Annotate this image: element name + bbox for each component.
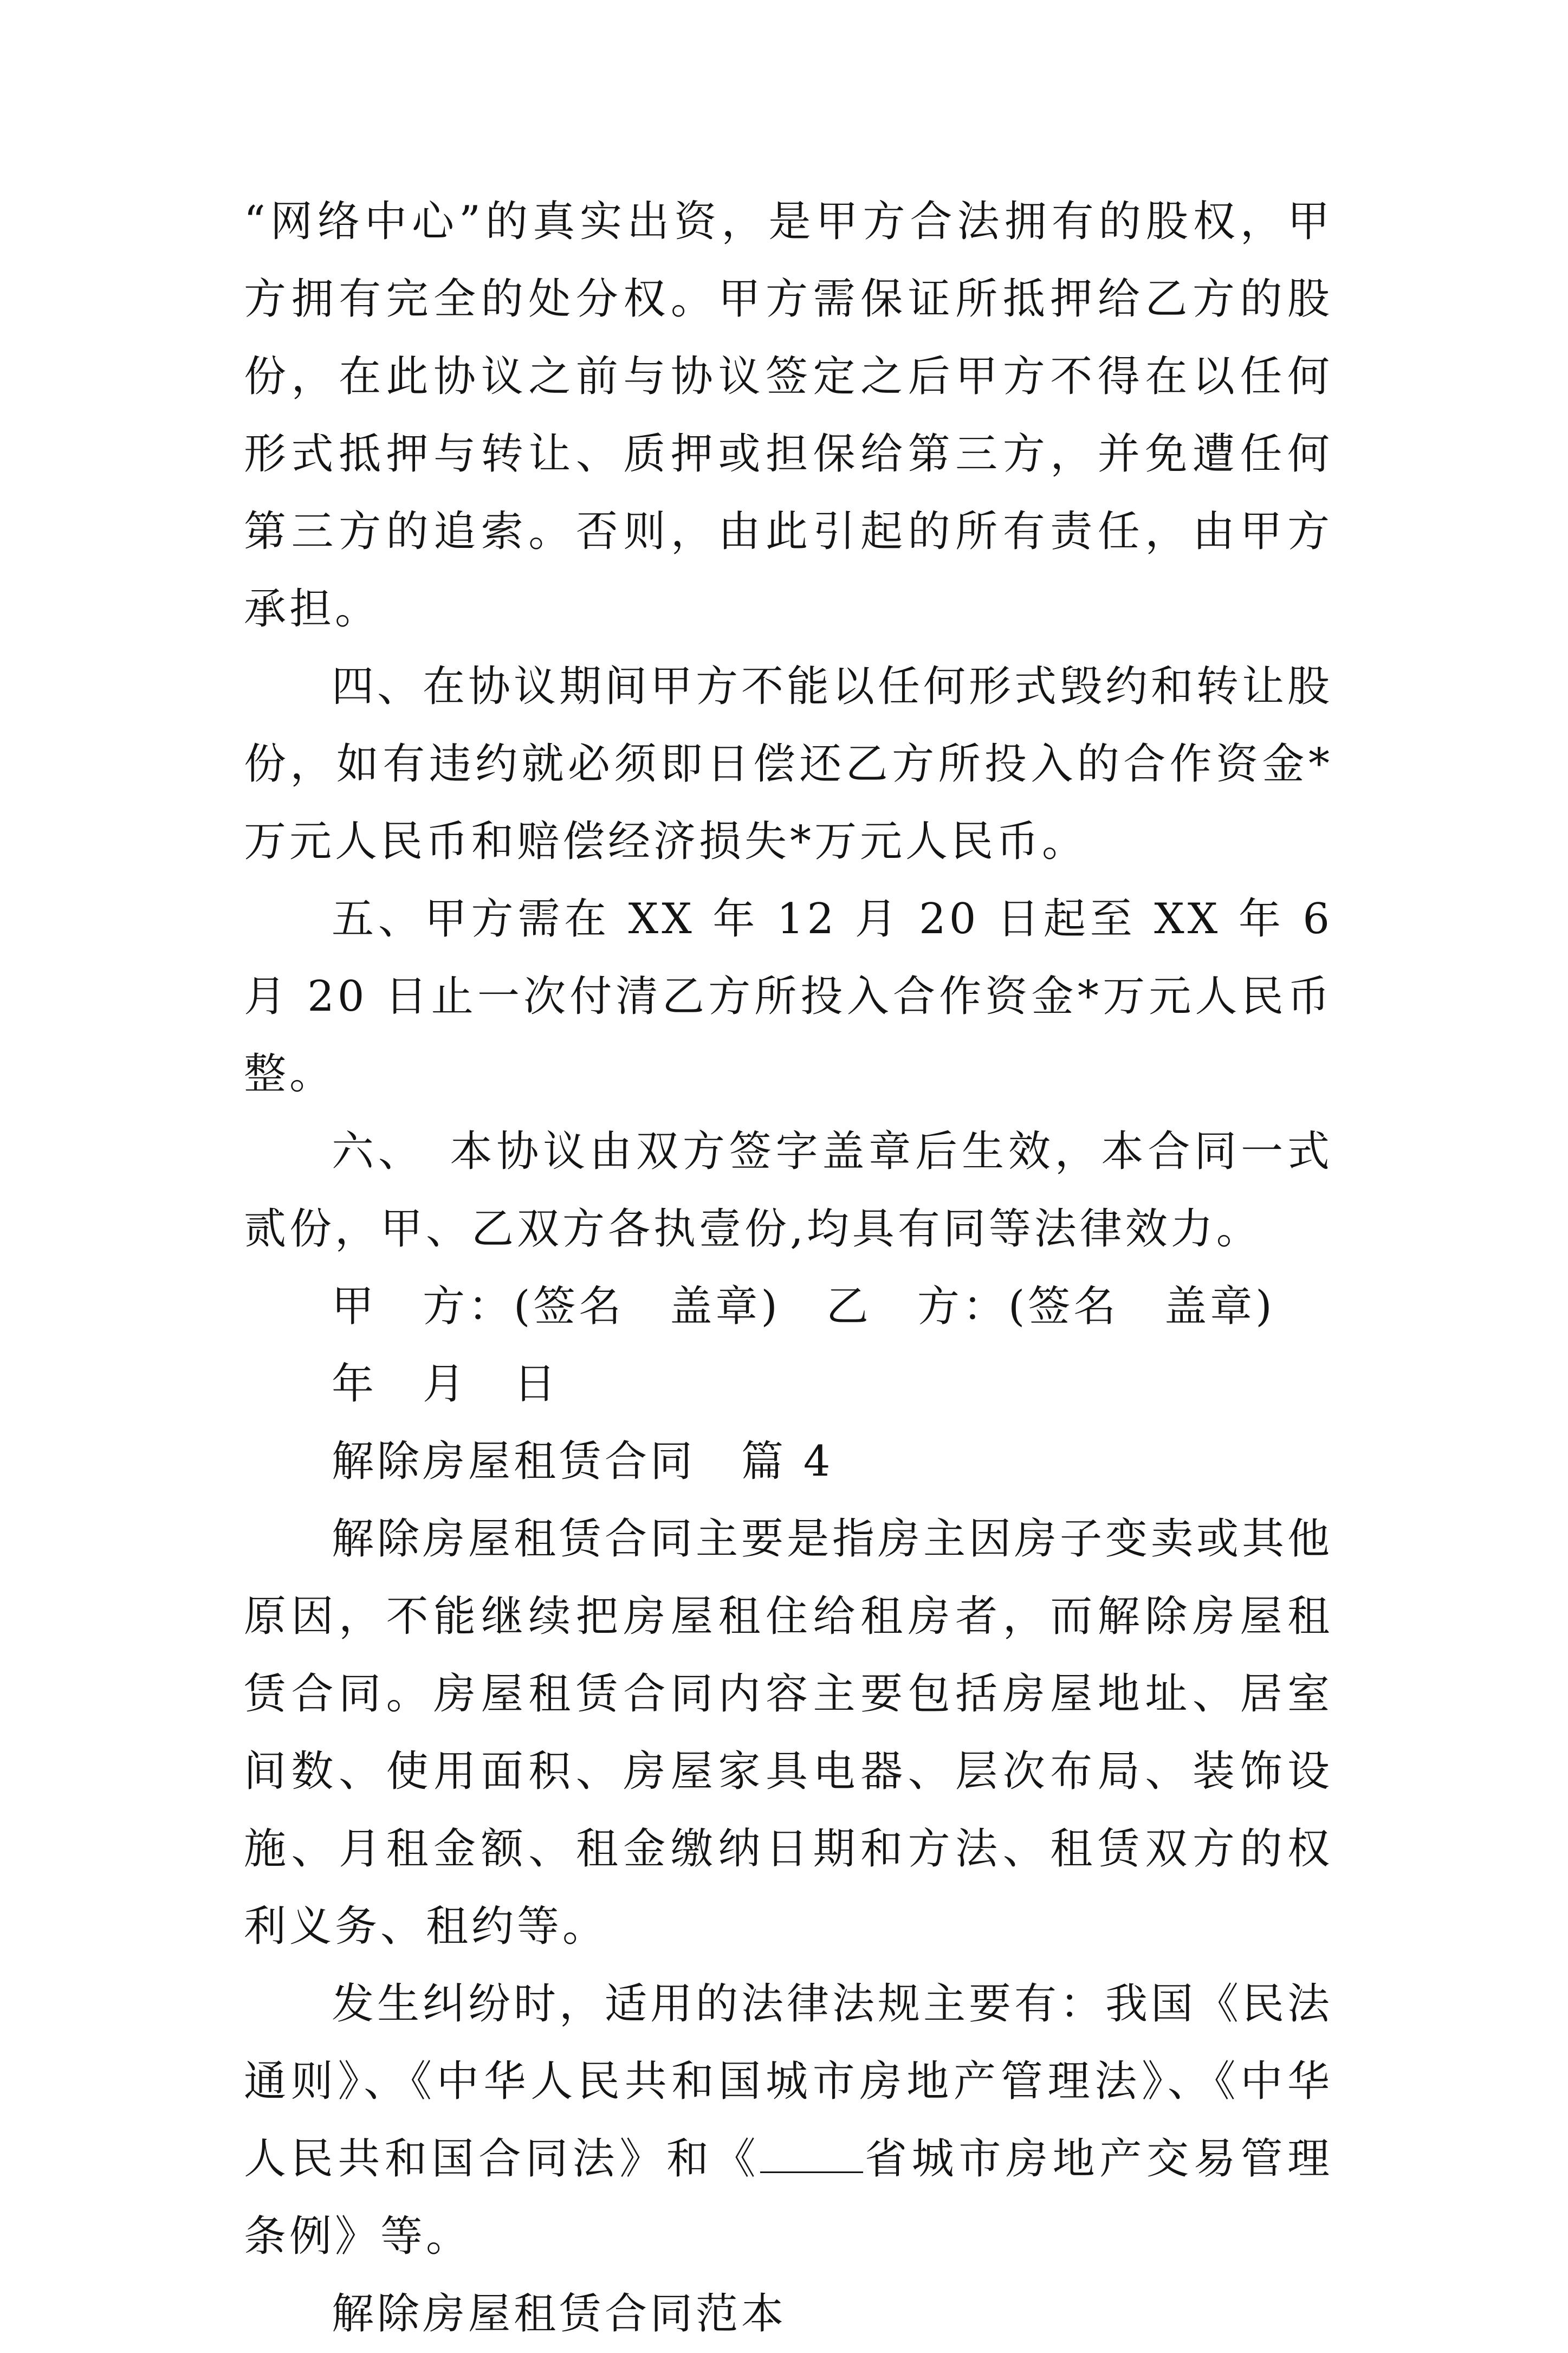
paragraph-equity-warranty: “网络中心”的真实出资，是甲方合法拥有的股权，甲方拥有完全的处分权。甲方需保证所抵押给乙方的股份，在此协议之前与协议签定之后甲方不得在以任何形式抵押与转让、质押或担保给第三方，并免遭任何第三方的追索。否则，由此引起的所有责任，由甲方承担。	[244, 197, 1333, 634]
applicable-laws-text: 发生纠纷时，适用的法律法规主要有：我国《民法通则》、《中华人民共和国城市房地产管理法》、《中华人民共和国合同法》和《	[244, 1980, 1333, 2183]
paragraph-clause-four: 四、在协议期间甲方不能以任何形式毁约和转让股份，如有违约就必须即日偿还乙方所投入的合作资金*万元人民币和赔偿经济损失*万元人民币。	[244, 662, 1333, 866]
paragraph-template-title: 解除房屋租赁合同范本	[332, 2290, 787, 2338]
paragraph-clause-six: 六、 本协议由双方签字盖章后生效，本合同一式贰份，甲、乙双方各执壹份,均具有同等法律效力。	[244, 1127, 1333, 1253]
paragraph-termination-definition: 解除房屋租赁合同主要是指房主因房子变卖或其他原因，不能继续把房屋租住给租房者，而解除房屋租赁合同。房屋租赁合同内容主要包括房屋地址、居室间数、使用面积、房屋家具电器、层次布局、装饰设施、月租金额、租金缴纳日期和方法、租赁双方的权利义务、租约等。	[244, 1515, 1333, 1951]
date-line: 年 月 日	[332, 1360, 560, 1408]
province-blank	[760, 2134, 863, 2173]
signature-line: 甲 方：(签名 盖章) 乙 方：(签名 盖章)	[332, 1282, 1275, 1331]
paragraph-applicable-laws	[244, 1966, 1333, 2276]
paragraph-clause-five: 五、甲方需在 XX 年 12 月 20 日起至 XX 年 6 月 20 日止一次付清乙方所投入合作资金*万元人民币整。	[244, 895, 1333, 1098]
applicable-laws-text-end: 省城市房地产交易管理条例》等。	[244, 2135, 1333, 2261]
section-heading: 解除房屋租赁合同 篇 4	[332, 1437, 834, 1486]
document-body	[244, 183, 1333, 2353]
